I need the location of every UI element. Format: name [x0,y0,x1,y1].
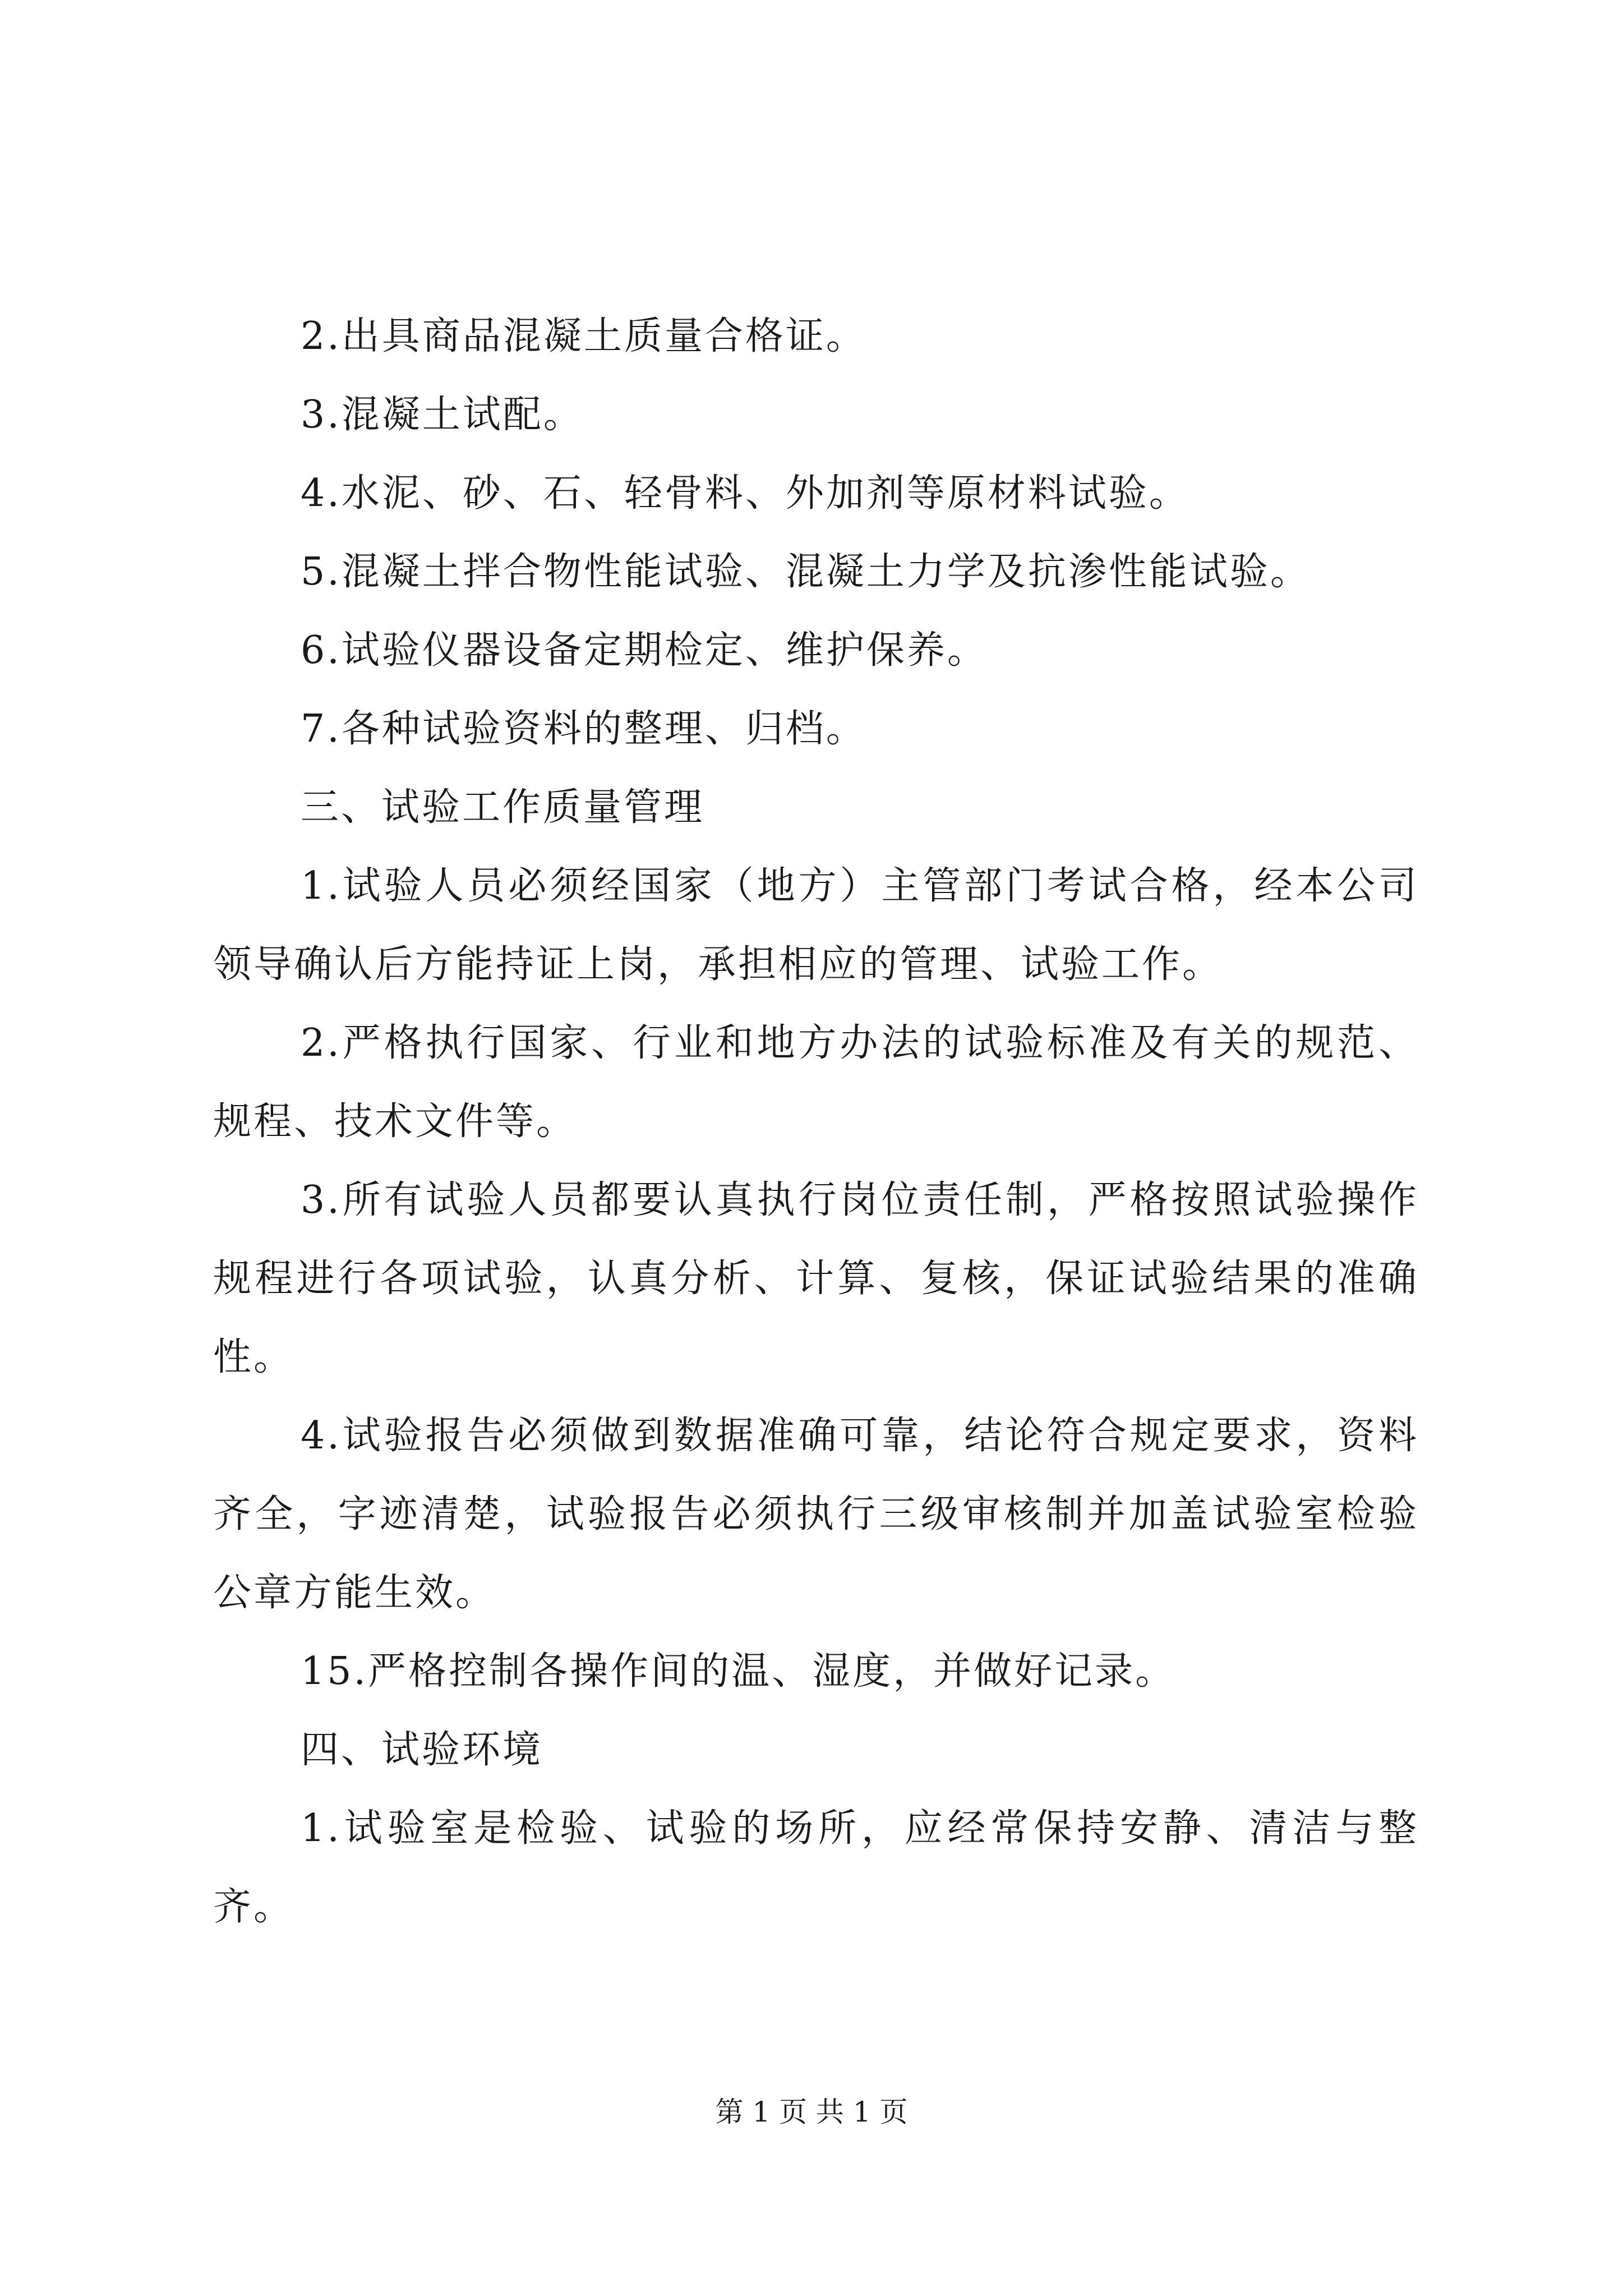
paragraph: 1.试验室是检验、试验的场所，应经常保持安静、清洁与整齐。 [213,1806,1419,1929]
paragraph: 3.所有试验人员都要认真执行岗位责任制，严格按照试验操作规程进行各项试验，认真分析、计算、复核，保证试验结果的准确性。 [213,1178,1419,1379]
paragraph: 4.试验报告必须做到数据准确可靠，结论符合规定要求，资料齐全，字迹清楚，试验报告必须执行三级审核制并加盖试验室检验公章方能生效。 [213,1414,1419,1615]
paragraph: 3.混凝土试配。 [301,393,584,437]
paragraph: 7.各种试验资料的整理、归档。 [301,707,866,751]
paragraph: 5.混凝土拌合物性能试验、混凝土力学及抗渗性能试验。 [301,550,1311,594]
paragraph: 6.试验仪器设备定期检定、维护保养。 [301,628,988,673]
section-heading: 四、试验环境 [301,1728,543,1772]
paragraph: 2.严格执行国家、行业和地方办法的试验标准及有关的规范、规程、技术文件等。 [213,1021,1419,1144]
paragraph: 15.严格控制各操作间的温、湿度，并做好记录。 [301,1649,1176,1694]
paragraph: 2.出具商品混凝土质量合格证。 [301,314,866,358]
page-footer [0,2095,1623,2129]
paragraph: 4.水泥、砂、石、轻骨料、外加剂等原材料试验。 [301,471,1189,516]
paragraph: 1.试验人员必须经国家（地方）主管部门考试合格，经本公司领导确认后方能持证上岗，承担相应的管理、试验工作。 [213,864,1419,987]
page-number: 第 1 页 共 1 页 [715,2096,908,2128]
section-heading: 三、试验工作质量管理 [301,785,705,830]
document-body [213,297,1419,1947]
